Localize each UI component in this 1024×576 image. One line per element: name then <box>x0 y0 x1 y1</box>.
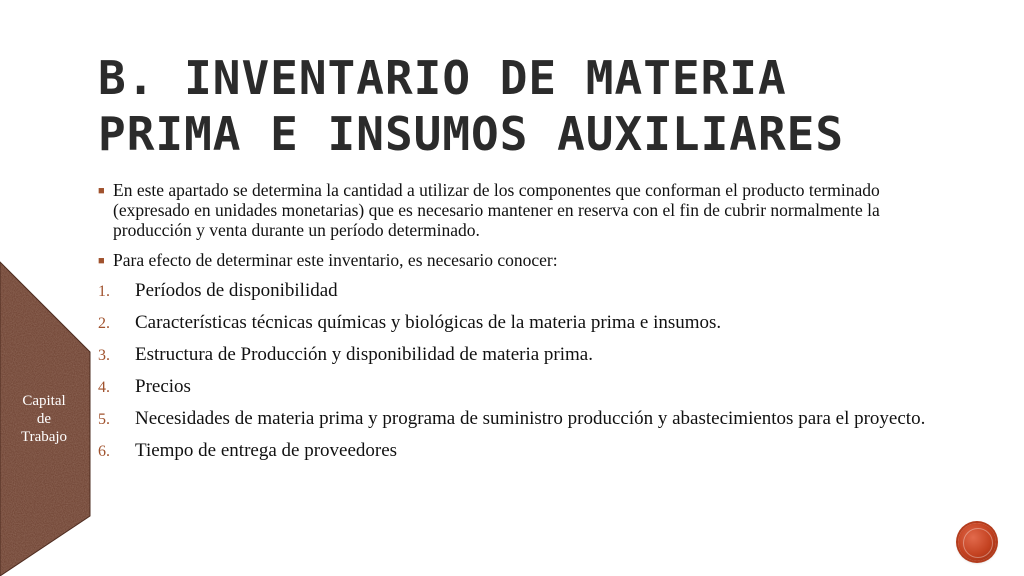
side-panel-shape <box>0 0 110 576</box>
square-bullet-icon: ■ <box>98 185 105 197</box>
numbered-item <box>98 344 928 365</box>
slide-title-line-2: PRIMA E INSUMOS AUXILIARES <box>98 107 845 161</box>
item-text: Períodos de disponibilidad <box>135 280 338 301</box>
item-number: 2. <box>98 315 110 332</box>
side-label-line-2: de <box>36 411 52 427</box>
numbered-item <box>98 280 928 301</box>
item-text: Necesidades de materia prima y programa de suministro producción y abastecimientos para el proyecto. <box>135 408 926 429</box>
numbered-item <box>98 312 928 333</box>
item-number: 5. <box>98 411 110 428</box>
item-number: 1. <box>98 283 110 300</box>
item-text: Características técnicas químicas y biológicas de la materia prima e insumos. <box>135 312 722 333</box>
bullet-text: Para efecto de determinar este inventario, es necesario conocer: <box>113 250 558 270</box>
slide-content <box>98 180 928 472</box>
side-label-line-3: Trabajo <box>20 429 68 445</box>
circle-button-ring <box>963 528 993 558</box>
slide-title <box>98 50 918 162</box>
side-label-line-1: Capital <box>22 393 66 409</box>
numbered-item <box>98 408 928 429</box>
item-number: 6. <box>98 443 110 460</box>
numbered-item <box>98 440 928 461</box>
item-text: Tiempo de entrega de proveedores <box>135 440 398 461</box>
item-text: Estructura de Producción y disponibilidad de materia prima. <box>135 344 593 365</box>
numbered-item <box>98 376 928 397</box>
side-label <box>4 392 84 446</box>
bullet-item <box>98 250 928 270</box>
bullet-text: En este apartado se determina la cantidad a utilizar de los componentes que conforman el producto terminado (expresado en unidades monetarias) que es necesario mantener en reserva con el fin de cubrir normalmente la producción y venta durante un período determinado. <box>113 180 880 240</box>
item-text: Precios <box>135 376 191 397</box>
item-number: 4. <box>98 379 110 396</box>
item-number: 3. <box>98 347 110 364</box>
circle-slide-button-icon[interactable] <box>958 523 996 561</box>
square-bullet-icon: ■ <box>98 255 105 267</box>
bullet-item <box>98 180 928 240</box>
slide-title-line-1: B. INVENTARIO DE MATERIA <box>98 51 787 105</box>
